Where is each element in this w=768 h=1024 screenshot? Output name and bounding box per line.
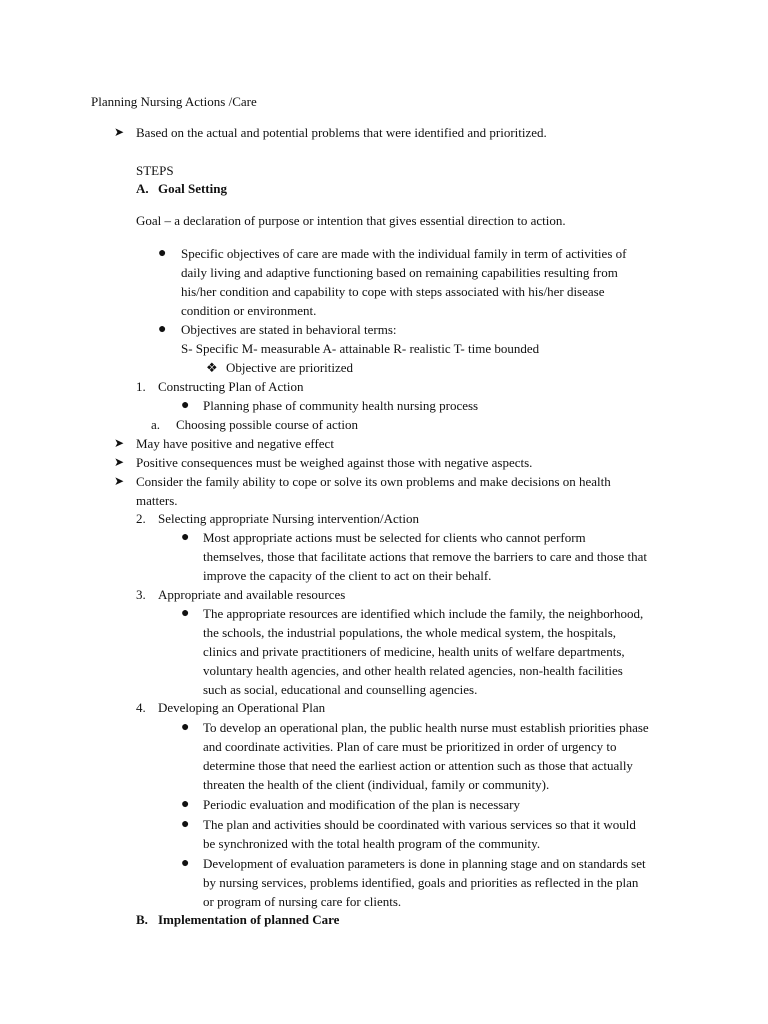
list-item-cont: daily living and adaptive functioning based on remaining capabilities resulting from (181, 265, 618, 280)
list-item-cont: by nursing services, problems identified, goals and priorities as reflected in the plan (203, 875, 639, 890)
list-item-cont: threaten the health of the client (individual, family or community). (203, 777, 550, 792)
arrow-bullet-icon: ➤ (114, 125, 125, 139)
round-bullet-icon: ● (181, 398, 190, 413)
steps-label: STEPS (136, 163, 174, 178)
list-item-cont: such as social, educational and counselling agencies. (203, 682, 478, 697)
round-bullet-icon: ● (181, 720, 190, 735)
round-bullet-icon: ● (181, 797, 190, 812)
page-title: Planning Nursing Actions /Care (91, 94, 257, 109)
numbered-item-4: Developing an Operational Plan (158, 700, 326, 715)
list-item: May have positive and negative effect (136, 436, 334, 451)
list-item-cont: condition or environment. (181, 303, 317, 318)
list-marker: A. (136, 181, 149, 196)
list-item: Periodic evaluation and modification of the plan is necessary (203, 797, 520, 812)
list-marker: 3. (136, 587, 146, 602)
list-item: Positive consequences must be weighed against those with negative aspects. (136, 455, 533, 470)
round-bullet-icon: ● (181, 817, 190, 832)
arrow-bullet-icon: ➤ (114, 436, 125, 450)
list-item-cont: or program of nursing care for clients. (203, 894, 402, 909)
numbered-item-3: Appropriate and available resources (158, 587, 346, 602)
round-bullet-icon: ● (158, 322, 167, 337)
list-marker: 1. (136, 379, 146, 394)
list-item: Consider the family ability to cope or solve its own problems and make decisions on health (136, 474, 611, 489)
list-item: Planning phase of community health nursing process (203, 398, 479, 413)
list-item: Objectives are stated in behavioral terms: (181, 322, 397, 337)
section-heading-implementation: Implementation of planned Care (158, 912, 340, 927)
round-bullet-icon: ● (181, 530, 190, 545)
list-item: Specific objectives of care are made with the individual family in term of activities of (181, 246, 627, 261)
list-item: Development of evaluation parameters is done in planning stage and on standards set (203, 856, 646, 871)
list-item: The appropriate resources are identified which include the family, the neighborhood, (203, 606, 644, 621)
intro-text: Based on the actual and potential problems that were identified and prioritized. (136, 125, 547, 140)
list-item-cont: the schools, the industrial populations, the whole medical system, the hospitals, (203, 625, 617, 640)
round-bullet-icon: ● (158, 246, 167, 261)
list-item-cont: and coordinate activities. Plan of care must be prioritized in order of urgency to (203, 739, 617, 754)
arrow-bullet-icon: ➤ (114, 474, 125, 488)
list-marker: B. (136, 912, 148, 927)
goal-definition: Goal – a declaration of purpose or intention that gives essential direction to action. (136, 213, 566, 228)
list-item-cont: voluntary health agencies, and other health related agencies, non-health facilities (203, 663, 623, 678)
list-item-cont: be synchronized with the total health program of the community. (203, 836, 541, 851)
list-marker: 2. (136, 511, 146, 526)
list-item: Objective are prioritized (226, 360, 354, 375)
list-item-cont: themselves, those that facilitate actions that remove the barriers to care and those that (203, 549, 647, 564)
list-item: The plan and activities should be coordinated with various services so that it would (203, 817, 636, 832)
list-item-cont: clinics and private practitioners of medicine, health units of welfare departments, (203, 644, 625, 659)
arrow-bullet-icon: ➤ (114, 455, 125, 469)
smart-criteria: S- Specific M- measurable A- attainable R- realistic T- time bounded (181, 341, 540, 356)
lettered-item-a: Choosing possible course of action (176, 417, 358, 432)
round-bullet-icon: ● (181, 606, 190, 621)
list-marker: 4. (136, 700, 146, 715)
diamond-bullet-icon: ❖ (206, 360, 218, 375)
list-item-cont: his/her condition and capability to cope with steps associated with his/her disease (181, 284, 605, 299)
section-heading-goal-setting: Goal Setting (158, 181, 227, 196)
list-item-cont: determine those that need the earliest action or attention such as those that actually (203, 758, 633, 773)
list-item-cont: improve the capacity of the client to act on their behalf. (203, 568, 492, 583)
list-marker: a. (151, 417, 161, 432)
numbered-item-2: Selecting appropriate Nursing intervention/Action (158, 511, 420, 526)
list-item: Most appropriate actions must be selected for clients who cannot perform (203, 530, 586, 545)
list-item: To develop an operational plan, the public health nurse must establish priorities phase (203, 720, 649, 735)
list-item-cont: matters. (136, 493, 178, 508)
round-bullet-icon: ● (181, 856, 190, 871)
numbered-item-1: Constructing Plan of Action (158, 379, 304, 394)
